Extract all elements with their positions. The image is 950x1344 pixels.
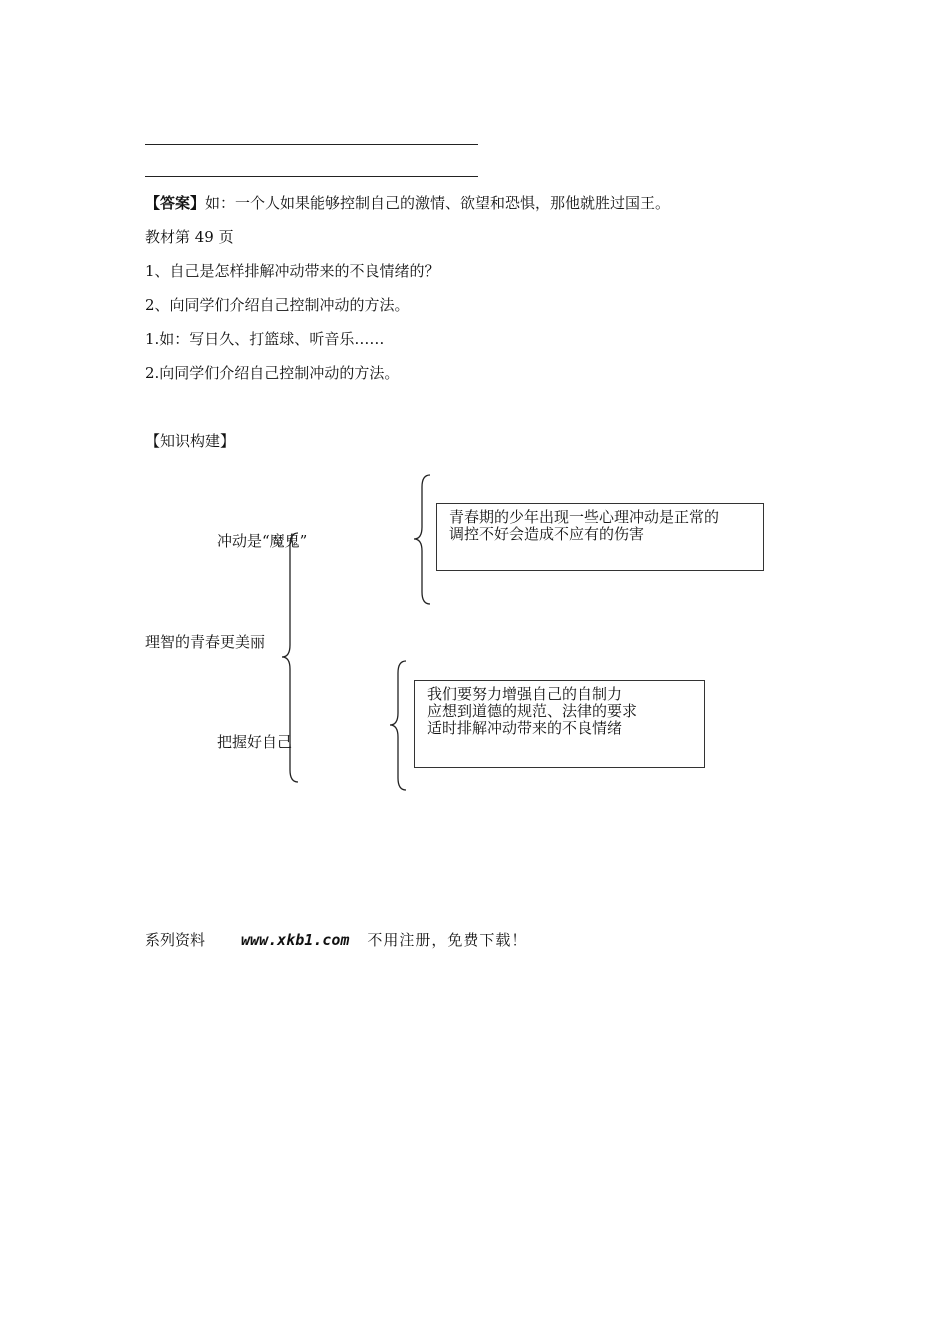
footer-tagline: 不用注册，免费下载！ <box>367 931 528 949</box>
footer-prefix: 系列资料 <box>145 931 206 949</box>
lower-brace <box>390 661 406 790</box>
root-node: 理智的青春更美丽 <box>145 633 266 651</box>
textbook-reference: 教材第 49 页 <box>145 228 234 246</box>
answer-text: 如：一个人如果能够控制自己的激情、欲望和恐惧，那他就胜过国王。 <box>205 194 671 212</box>
branch-1-box <box>436 503 764 571</box>
branch-2-box <box>414 680 705 768</box>
footer <box>145 930 527 950</box>
branch-2-label: 把握好自己 <box>217 733 293 751</box>
knowledge-heading: 【知识构建】 <box>145 432 236 450</box>
branch-2-box-line: 我们要努力增强自己的自制力 <box>427 685 623 703</box>
question-2: 2、向同学们介绍自己控制冲动的方法。 <box>145 296 410 314</box>
branch-2-box-line: 应想到道德的规范、法律的要求 <box>427 702 638 720</box>
answer-label: 【答案】 <box>145 194 206 212</box>
branch-2-box-line: 适时排解冲动带来的不良情绪 <box>427 719 623 737</box>
upper-brace <box>414 475 430 604</box>
branch-1-box-line: 青春期的少年出现一些心理冲动是正常的 <box>449 508 720 526</box>
site-logo[interactable]: www.xkb1.com <box>241 931 350 949</box>
branch-1-label: 冲动是“魔鬼” <box>217 532 308 550</box>
answer-1: 1.如：写日久、打篮球、听音乐…… <box>145 330 385 348</box>
answer-2: 2.向同学们介绍自己控制冲动的方法。 <box>145 364 400 382</box>
branch-1-box-line: 调控不好会造成不应有的伤害 <box>449 525 645 543</box>
question-1: 1、自己是怎样排解冲动带来的不良情绪的？ <box>145 262 440 280</box>
